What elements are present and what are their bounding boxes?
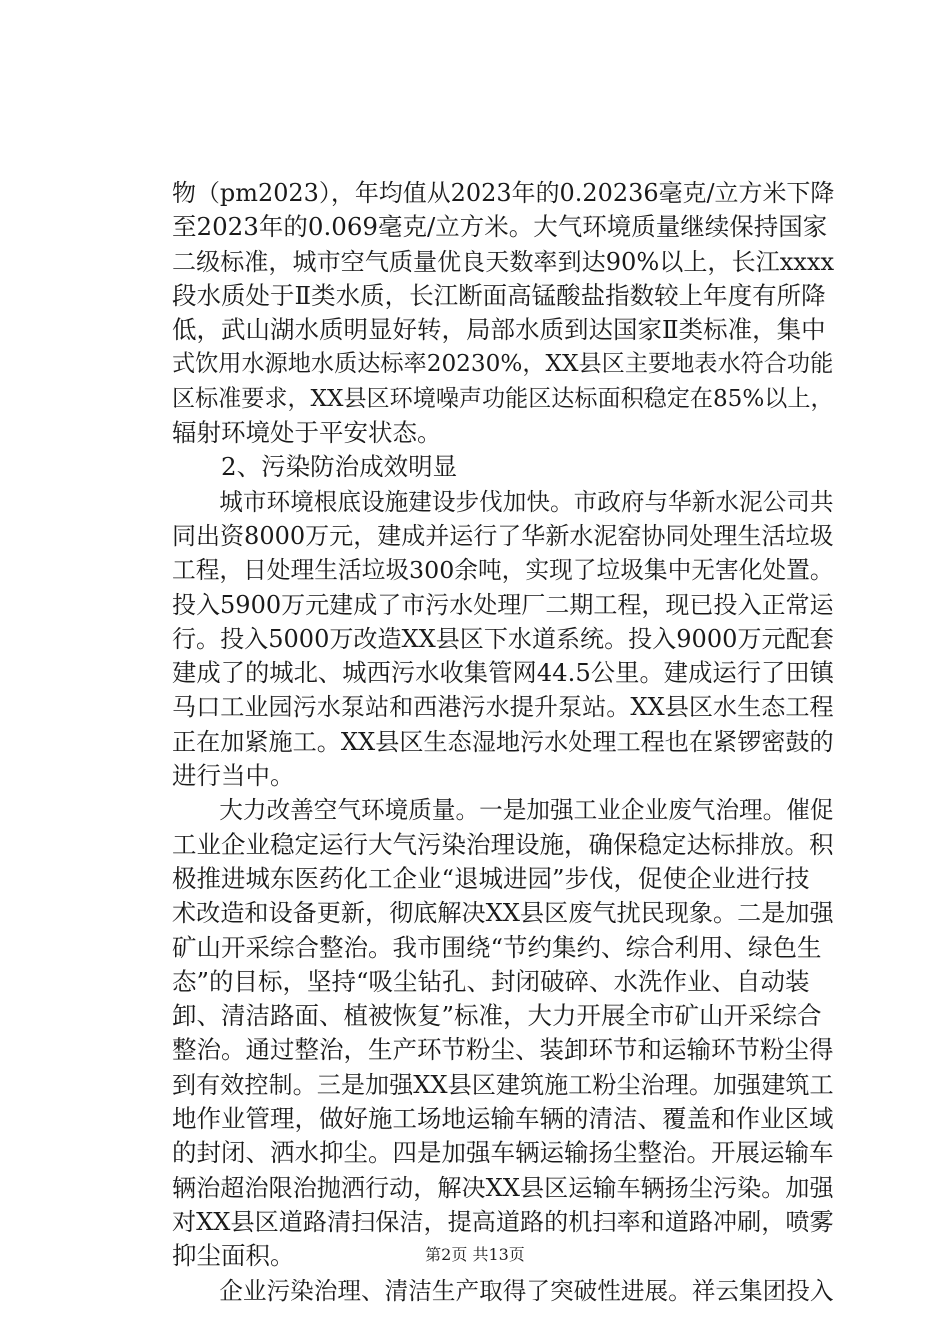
page-footer: 第2页 共13页: [425, 1245, 525, 1264]
text-line: 二级标准，城市空气质量优良天数率到达90%以上，长江xxxx: [172, 247, 835, 276]
text-line: 辐射环境处于平安状态。: [172, 418, 442, 448]
text-line: 行。投入5000万改造XX县区下水道系统。投入9000万元配套: [172, 624, 834, 653]
text-line: 整治。通过整治，生产环节粉尘、装卸环节和运输环节粉尘得: [172, 1035, 834, 1065]
text-line: 地作业管理，做好施工场地运输车辆的清洁、覆盖和作业区域: [172, 1104, 834, 1134]
text-line: 正在加紧施工。XX县区生态湿地污水处理工程也在紧锣密鼓的: [172, 727, 834, 756]
text-line: 城市环境根底设施建设步伐加快。市政府与华新水泥公司共: [219, 487, 834, 516]
text-line: 抑尘面积。: [172, 1241, 295, 1271]
text-line: 辆治超治限治抛洒行动，解决XX县区运输车辆扬尘污染。加强: [172, 1173, 834, 1202]
text-line: 矿山开采综合整治。我市围绕“节约集约、综合利用、绿色生: [172, 932, 822, 962]
section-heading: 2、污染防治成效明显: [221, 452, 458, 482]
text-line: 到有效控制。三是加强XX县区建筑施工粉尘治理。加强建筑工: [172, 1070, 834, 1099]
text-line: 段水质处于Ⅱ类水质，长江断面高锰酸盐指数较上年度有所降: [172, 280, 826, 310]
text-line: 式饮用水源地水质达标率20230%，XX县区主要地表水符合功能: [172, 350, 834, 378]
text-line: 区标准要求，XX县区环境噪声功能区达标面积稳定在85%以上，: [172, 385, 834, 412]
text-line: 工业企业稳定运行大气污染治理设施，确保稳定达标排放。积: [172, 829, 834, 859]
text-line: 的封闭、洒水抑尘。四是加强车辆运输扬尘整治。开展运输车: [172, 1138, 834, 1168]
body-text: [172, 176, 834, 1308]
text-line: 卸、清洁路面、植被恢复”标准，大力开展全市矿山开采综合: [172, 1001, 822, 1031]
text-line: 工程，日处理生活垃圾300余吨，实现了垃圾集中无害化处置。: [172, 556, 834, 585]
text-line: 企业污染治理、清洁生产取得了突破性进展。祥云集团投入: [219, 1276, 834, 1305]
text-line: 建成了的城北、城西污水收集管网44.5公里。建成运行了田镇: [172, 658, 834, 688]
text-line: 低，武山湖水质明显好转，局部水质到达国家Ⅱ类标准，集中: [172, 315, 826, 345]
text-line: 马口工业园污水泵站和西港污水提升泵站。XX县区水生态工程: [172, 693, 834, 722]
text-line: 大力改善空气环境质量。一是加强工业企业废气治理。催促: [219, 796, 834, 825]
text-line: 同出资8000万元，建成并运行了华新水泥窑协同处理生活垃圾: [172, 521, 834, 550]
text-line: 物（pm2023），年均值从2023年的0.20236毫克/立方米下降: [172, 179, 835, 207]
text-line: 极推进城东医药化工企业“退城进园”步伐，促使企业进行技: [172, 863, 810, 893]
text-line: 术改造和设备更新，彻底解决XX县区废气扰民现象。二是加强: [172, 899, 834, 928]
text-line: 投入5900万元建成了市污水处理厂二期工程，现已投入正常运: [172, 590, 834, 619]
text-line: 态”的目标，坚持“吸尘钻孔、封闭破碎、水洗作业、自动装: [172, 966, 810, 996]
text-line: 进行当中。: [172, 761, 295, 791]
text-line: 至2023年的0.069毫克/立方米。大气环境质量继续保持国家: [172, 212, 828, 242]
text-line: 对XX县区道路清扫保洁，提高道路的机扫率和道路冲刷，喷雾: [172, 1207, 834, 1236]
